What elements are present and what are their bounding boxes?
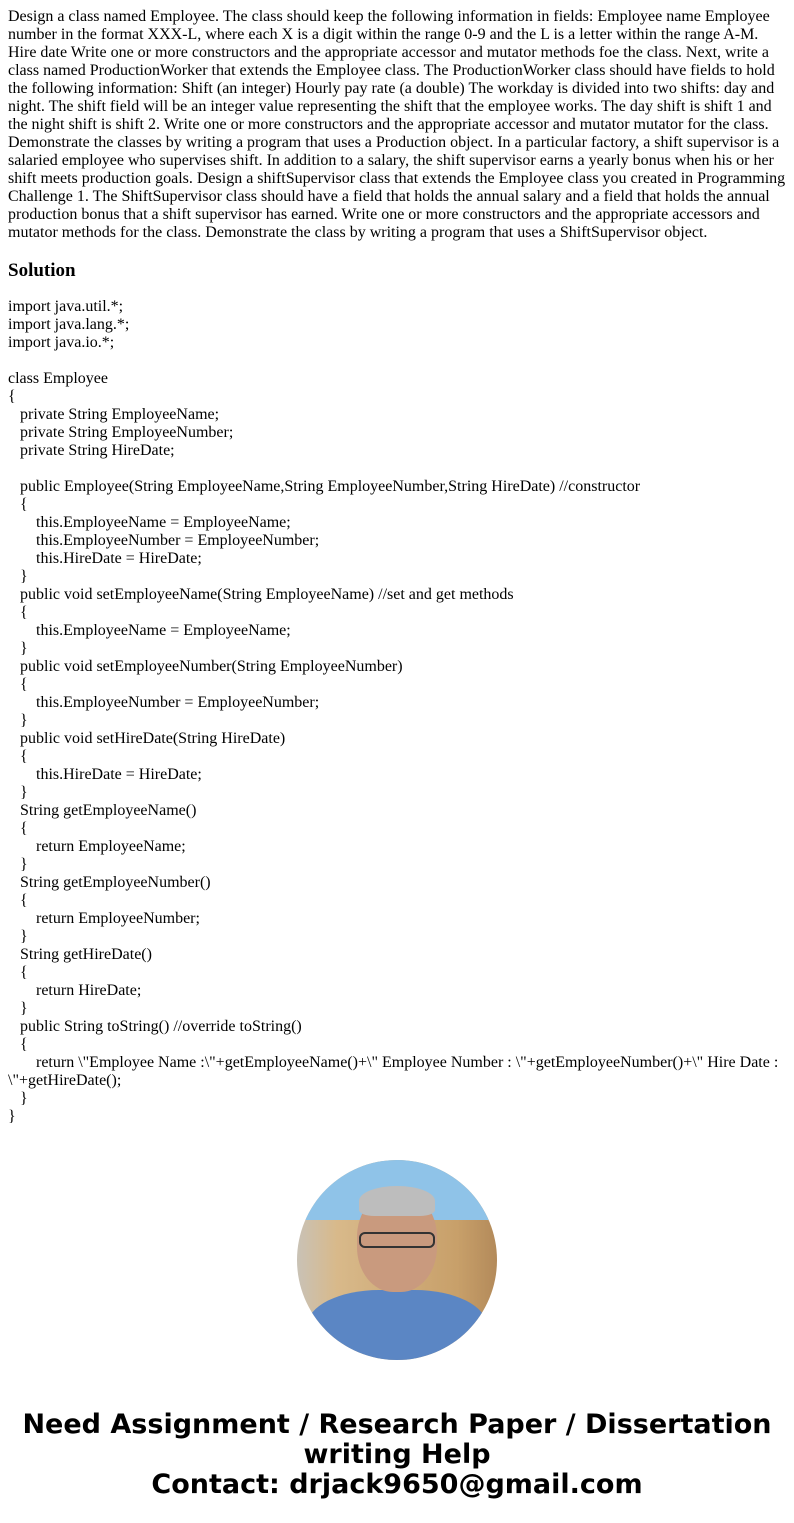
- code-line: }: [8, 568, 28, 585]
- code-line: import java.lang.*;: [8, 316, 130, 333]
- code-line: return EmployeeNumber;: [8, 910, 200, 927]
- code-line: {: [8, 892, 28, 909]
- code-line: return \"Employee Name :\"+getEmployeeName()+\" Employee Number : \"+getEmployeeNumber()+\" Hire Date : \"+getHireDate();: [8, 1054, 783, 1089]
- code-line: [8, 460, 786, 478]
- code-line: this.EmployeeNumber = EmployeeNumber;: [8, 694, 320, 711]
- code-line: public void setEmployeeNumber(String EmployeeNumber): [8, 658, 403, 675]
- code-line: {: [8, 388, 16, 405]
- code-line: }: [8, 712, 28, 729]
- code-line: String getEmployeeName(): [8, 802, 197, 819]
- code-line: import java.util.*;: [8, 298, 124, 315]
- code-line: }: [8, 928, 28, 945]
- code-line: }: [8, 1090, 28, 1107]
- code-line: this.EmployeeName = EmployeeName;: [8, 514, 291, 531]
- solution-heading: Solution: [8, 260, 76, 281]
- code-line: public void setHireDate(String HireDate): [8, 730, 286, 747]
- code-line: public void setEmployeeName(String EmployeeName) //set and get methods: [8, 586, 514, 603]
- code-line: {: [8, 964, 28, 981]
- code-line: class Employee: [8, 370, 108, 387]
- code-line: {: [8, 496, 28, 513]
- code-line: private String HireDate;: [8, 442, 175, 459]
- code-line: }: [8, 640, 28, 657]
- question-text: Design a class named Employee. The class should keep the following information in fields: Employee name Employee number in the format XXX-L, where each X is a digit within the range 0-9 and the L is a letter within the range A-M. Hire date Write one or more constructors and the appropriate accessor and mutator methods foe the class. Next, write a class named ProductionWorker that extends the Employee class. The ProductionWorker class should have fields to hold the following information: Shift (an integer) Hourly pay rate (a double) The workday is divided into two shifts: day and night. The shift field will be an integer value representing the shift that the employee works. The day shift is shift 1 and the night shift is shift 2. Write one or more constructors and the appropriate accessor and mutator mutator for the class. Demonstrate the classes by writing a program that uses a Production object. In a particular factory, a shift supervisor is a salaried employee who supervises shift. In addition to a salary, the shift supervisor earns a yearly bonus when his or her shift meets production goals. Design a shiftSupervisor class that extends the Employee class you created in Programming Challenge 1. The ShiftSupervisor class should have a field that holds the annual salary and a field that holds the annual production bonus that a shift supervisor has earned. Write one or more constructors and the appropriate accessors and mutator methods for the class. Demonstrate the class by writing a program that uses a ShiftSupervisor object.: [8, 8, 786, 241]
- code-block: [8, 298, 786, 1126]
- code-line: {: [8, 604, 28, 621]
- contact-banner: [8, 1410, 786, 1500]
- code-line: String getEmployeeNumber(): [8, 874, 211, 891]
- code-line: this.EmployeeName = EmployeeName;: [8, 622, 291, 639]
- code-line: }: [8, 1108, 16, 1125]
- code-line: {: [8, 748, 28, 765]
- author-photo: [297, 1160, 497, 1360]
- code-line: }: [8, 1000, 28, 1017]
- code-line: public Employee(String EmployeeName,String EmployeeNumber,String HireDate) //constructor: [8, 478, 641, 495]
- code-line: return EmployeeName;: [8, 838, 186, 855]
- code-line: private String EmployeeName;: [8, 406, 220, 423]
- code-line: this.HireDate = HireDate;: [8, 766, 202, 783]
- code-line: {: [8, 676, 28, 693]
- code-line: }: [8, 856, 28, 873]
- help-text: Need Assignment / Research Paper / Dissertation writing Help: [22, 1409, 772, 1470]
- code-line: [8, 352, 786, 370]
- code-line: String getHireDate(): [8, 946, 152, 963]
- code-line: this.HireDate = HireDate;: [8, 550, 202, 567]
- code-line: import java.io.*;: [8, 334, 115, 351]
- code-line: {: [8, 820, 28, 837]
- code-line: private String EmployeeNumber;: [8, 424, 234, 441]
- code-line: }: [8, 784, 28, 801]
- code-line: public String toString() //override toString(): [8, 1018, 302, 1035]
- code-line: {: [8, 1036, 28, 1053]
- code-line: return HireDate;: [8, 982, 142, 999]
- code-line: this.EmployeeNumber = EmployeeNumber;: [8, 532, 320, 549]
- contact-email: Contact: drjack9650@gmail.com: [151, 1469, 643, 1500]
